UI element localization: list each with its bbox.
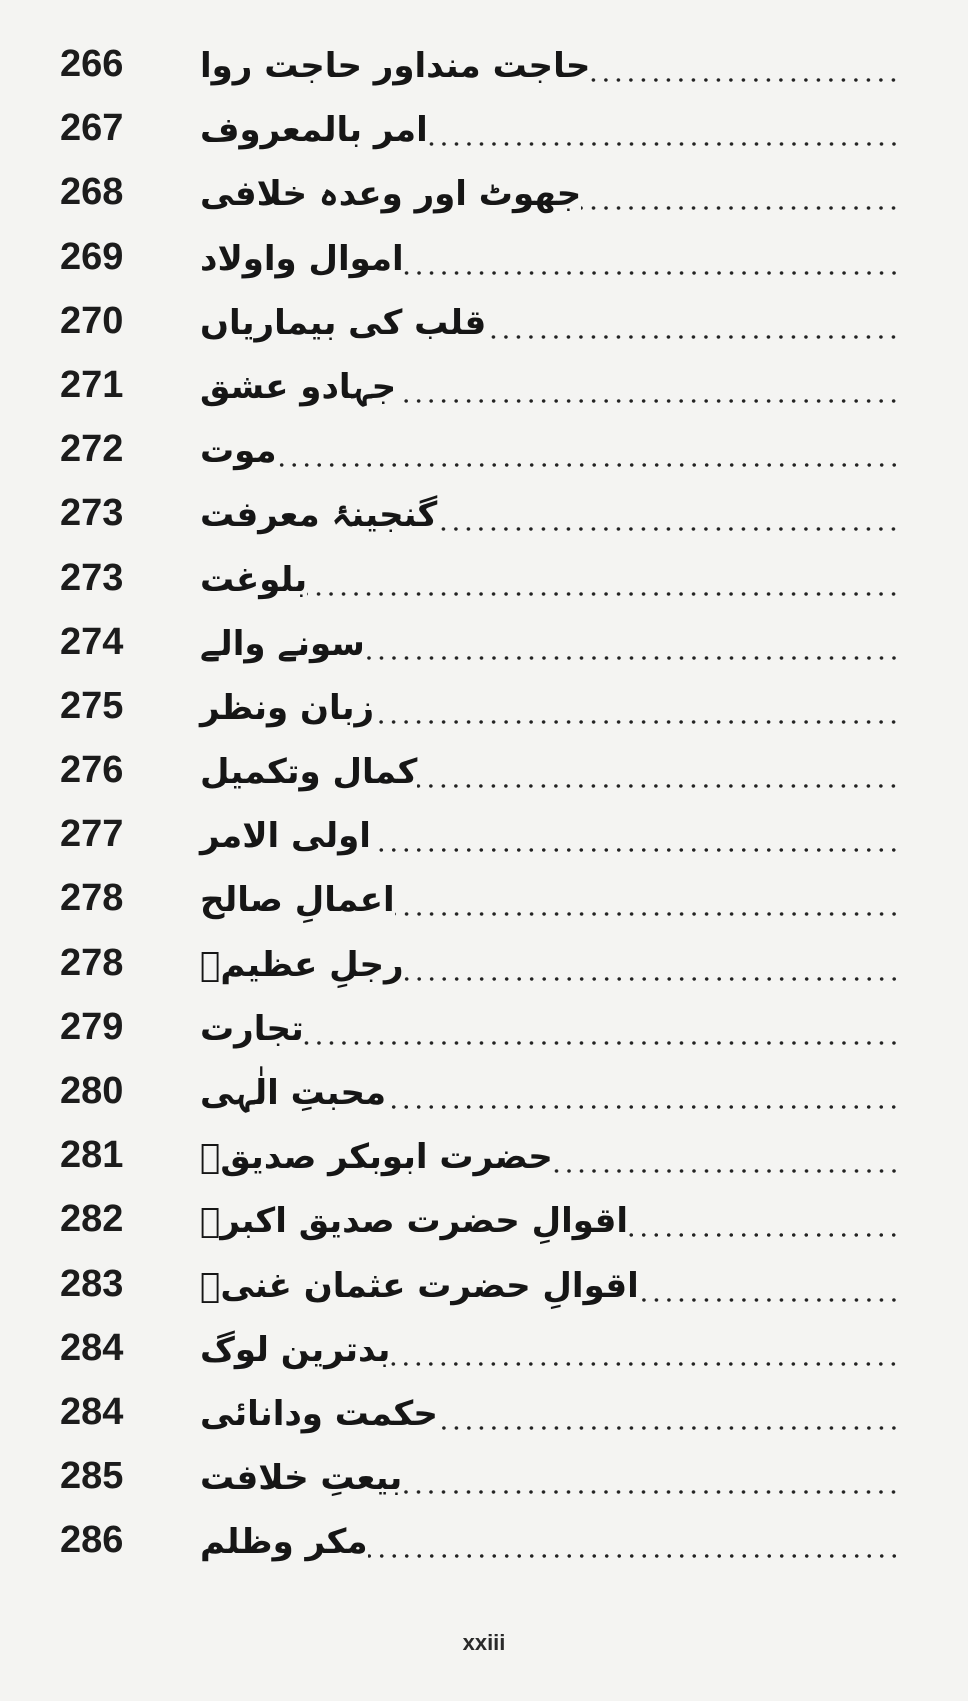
toc-page-number: 282 bbox=[60, 1198, 124, 1241]
toc-page-number: 274 bbox=[60, 620, 124, 663]
toc-entry bbox=[0, 800, 968, 864]
toc-entry bbox=[0, 1185, 968, 1249]
toc-entry-line bbox=[196, 808, 900, 860]
toc-entry-line bbox=[196, 1386, 900, 1438]
toc-entry-title: حضرت ابوبکر صدیقؓ bbox=[200, 1137, 553, 1178]
dot-leader bbox=[428, 140, 900, 148]
toc-entry-line bbox=[196, 1001, 900, 1053]
toc-entry-line bbox=[196, 1129, 900, 1181]
dot-leader bbox=[438, 1424, 900, 1432]
dot-leader bbox=[304, 1039, 900, 1047]
toc-entry bbox=[0, 351, 968, 415]
toc-page-number: 275 bbox=[60, 684, 124, 727]
toc-entry-line bbox=[196, 937, 900, 989]
toc-page-number: 281 bbox=[60, 1134, 124, 1177]
dot-leader bbox=[628, 1231, 900, 1239]
toc-entry bbox=[0, 30, 968, 94]
dot-leader bbox=[386, 1103, 900, 1111]
toc-entry bbox=[0, 1442, 968, 1506]
toc-page-number: 278 bbox=[60, 877, 124, 920]
toc-entry-line bbox=[196, 1193, 900, 1245]
toc-entry bbox=[0, 479, 968, 543]
toc-entry-title: بلوغت bbox=[200, 559, 308, 600]
toc-entry bbox=[0, 929, 968, 993]
dot-leader bbox=[371, 846, 900, 854]
toc-page-number: 271 bbox=[60, 363, 124, 406]
toc-entry-title: سونے والے bbox=[200, 623, 365, 664]
dot-leader bbox=[486, 333, 900, 341]
toc-entry-title: بیعتِ خلافت bbox=[200, 1458, 403, 1499]
toc-page-number: 270 bbox=[60, 299, 124, 342]
toc-entry bbox=[0, 1057, 968, 1121]
toc-entry-line bbox=[196, 295, 900, 347]
toc-entry-title: زبان ونظر bbox=[200, 687, 375, 728]
toc-entry-title: امر بالمعروف bbox=[200, 110, 428, 151]
toc-entry-line bbox=[196, 359, 900, 411]
toc-entry bbox=[0, 415, 968, 479]
toc-entry-title: اقوالِ حضرت صدیق اکبرؓ bbox=[200, 1201, 628, 1242]
toc-entry-title: محبتِ الٰہی bbox=[200, 1073, 387, 1113]
toc-entry-line bbox=[196, 552, 900, 604]
dot-leader bbox=[390, 1360, 900, 1368]
toc-entry-title: اقوالِ حضرت عثمان غنیؓ bbox=[200, 1265, 639, 1306]
toc-page-number: 279 bbox=[60, 1005, 124, 1048]
toc-entry bbox=[0, 1250, 968, 1314]
dot-leader bbox=[374, 718, 900, 726]
toc-entry bbox=[0, 672, 968, 736]
toc-entry-line bbox=[196, 872, 900, 924]
toc-page-number: 268 bbox=[60, 171, 124, 214]
toc-page-number: 273 bbox=[60, 556, 124, 599]
dot-leader bbox=[404, 975, 900, 983]
toc-entry-title: اولی الامر bbox=[200, 816, 371, 857]
toc-entry-line bbox=[196, 423, 900, 475]
toc-entry-line bbox=[196, 680, 900, 732]
dot-leader bbox=[404, 269, 900, 277]
table-of-contents bbox=[0, 30, 968, 1571]
toc-entry-title: بدترین لوگ bbox=[200, 1329, 391, 1370]
toc-page-number: 266 bbox=[60, 43, 124, 85]
toc-page-number: 280 bbox=[60, 1070, 124, 1112]
toc-entry-line bbox=[196, 166, 900, 218]
dot-leader bbox=[402, 1488, 900, 1496]
toc-entry bbox=[0, 1378, 968, 1442]
toc-page-number: 285 bbox=[60, 1455, 124, 1498]
toc-entry-title: اعمالِ صالح bbox=[200, 880, 395, 921]
toc-page-number: 286 bbox=[60, 1519, 124, 1562]
toc-entry bbox=[0, 223, 968, 287]
page-number-footer: xxiii bbox=[462, 1630, 506, 1655]
toc-entry-title: حاجت منداور حاجت روا bbox=[200, 46, 591, 86]
toc-entry bbox=[0, 993, 968, 1057]
toc-entry-title: گنجینۂ معرفت bbox=[200, 495, 438, 536]
dot-leader bbox=[368, 1552, 900, 1560]
toc-entry-title: جہادو عشق bbox=[200, 366, 397, 407]
toc-page-number: 273 bbox=[60, 492, 124, 535]
toc-page-number: 283 bbox=[60, 1262, 124, 1305]
toc-entry bbox=[0, 544, 968, 608]
toc-entry bbox=[0, 1121, 968, 1185]
toc-page-number: 284 bbox=[60, 1390, 124, 1433]
toc-entry bbox=[0, 1506, 968, 1570]
dot-leader bbox=[581, 204, 900, 212]
dot-leader bbox=[307, 590, 900, 598]
toc-entry-line bbox=[196, 102, 900, 154]
toc-entry bbox=[0, 608, 968, 672]
toc-entry bbox=[0, 864, 968, 928]
toc-entry-title: مکر وظلم bbox=[200, 1522, 368, 1563]
dot-leader bbox=[395, 910, 900, 918]
dot-leader bbox=[396, 397, 900, 405]
toc-page-number: 278 bbox=[60, 941, 124, 984]
toc-entry-line bbox=[196, 1322, 900, 1374]
toc-entry-line bbox=[196, 487, 900, 539]
toc-entry bbox=[0, 287, 968, 351]
dot-leader bbox=[417, 782, 900, 790]
toc-entry-line bbox=[196, 744, 900, 796]
toc-page-number: 267 bbox=[60, 107, 124, 150]
toc-entry-title: تجارت bbox=[200, 1008, 304, 1049]
toc-entry-title: کمال وتکمیل bbox=[200, 752, 418, 793]
toc-entry bbox=[0, 94, 968, 158]
toc-entry bbox=[0, 158, 968, 222]
toc-entry-title: حکمت ودانائی bbox=[200, 1393, 438, 1434]
toc-entry-line bbox=[196, 1450, 900, 1502]
toc-entry-title: قلب کی بیماریاں bbox=[200, 302, 487, 343]
toc-entry-line bbox=[196, 231, 900, 283]
toc-entry bbox=[0, 736, 968, 800]
toc-entry-line bbox=[196, 38, 900, 90]
dot-leader bbox=[553, 1167, 900, 1175]
toc-page-number: 284 bbox=[60, 1326, 124, 1369]
toc-entry-title: جھوٹ اور وعدہ خلافی bbox=[200, 174, 582, 215]
dot-leader bbox=[365, 654, 900, 662]
dot-leader bbox=[639, 1296, 900, 1304]
dot-leader bbox=[437, 525, 900, 533]
toc-entry-line bbox=[196, 616, 900, 668]
toc-entry-line bbox=[196, 1514, 900, 1566]
toc-page-number: 277 bbox=[60, 813, 124, 856]
toc-entry bbox=[0, 1314, 968, 1378]
toc-page-number: 276 bbox=[60, 749, 124, 792]
toc-entry-title: اموال واولاد bbox=[200, 238, 404, 279]
dot-leader bbox=[277, 461, 900, 469]
dot-leader bbox=[590, 76, 900, 84]
toc-entry-line bbox=[196, 1258, 900, 1310]
toc-entry-line bbox=[196, 1065, 900, 1117]
toc-page-number: 272 bbox=[60, 428, 124, 471]
toc-page-number: 269 bbox=[60, 235, 124, 278]
toc-entry-title: موت bbox=[200, 431, 277, 472]
toc-entry-title: رجلِ عظیمؒ bbox=[200, 944, 404, 985]
